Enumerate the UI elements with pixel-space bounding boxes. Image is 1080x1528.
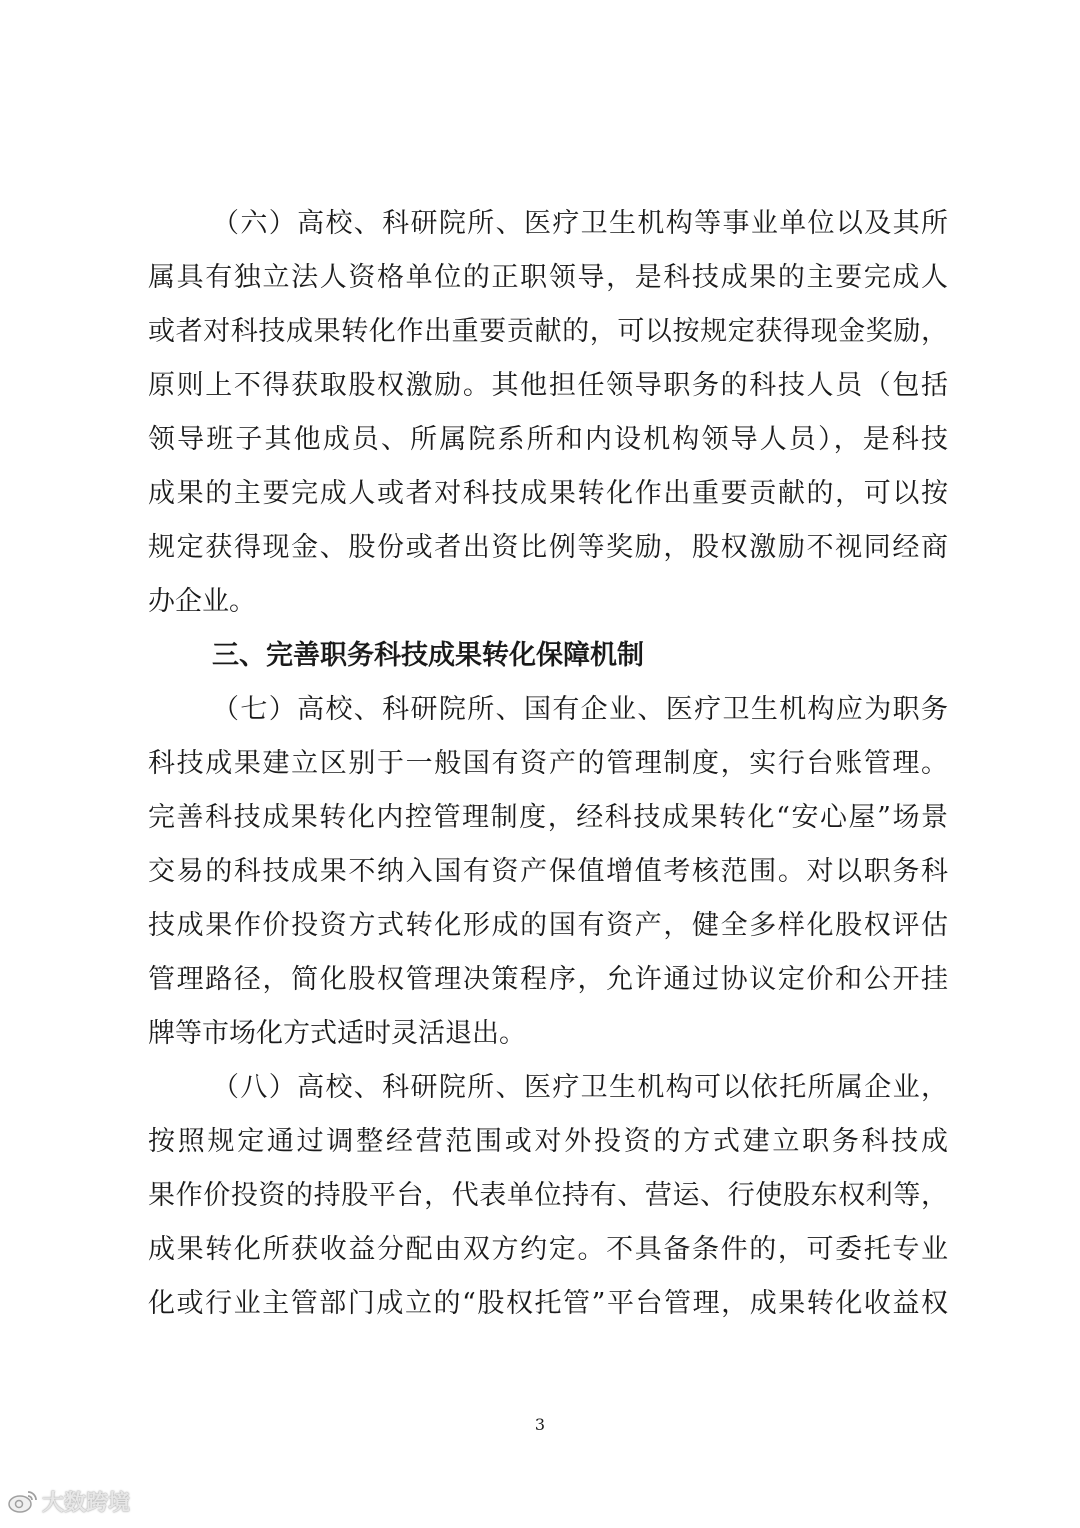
page-number: 3 (534, 1415, 546, 1434)
paragraph-7-line-3: 完善科技成果转化内控管理制度，经科技成果转化“安心屋”场景 (148, 802, 948, 833)
watermark-text: 大数跨境 (42, 1490, 131, 1516)
watermark (8, 1486, 130, 1516)
paragraph-6-line-4: 原则上不得获取股权激励。其他担任领导职务的科技人员（包括 (148, 370, 948, 401)
paragraph-7-line-7: 牌等市场化方式适时灵活退出。 (148, 1018, 526, 1049)
weibo-logo-icon (8, 1488, 38, 1514)
paragraph-6-line-6: 成果的主要完成人或者对科技成果转化作出重要贡献的，可以按 (148, 478, 948, 509)
paragraph-8-line-5: 化或行业主管部门成立的“股权托管”平台管理，成果转化收益权 (148, 1288, 948, 1319)
paragraph-7-line-2: 科技成果建立区别于一般国有资产的管理制度，实行台账管理。 (148, 748, 948, 779)
paragraph-6-line-3: 或者对科技成果转化作出重要贡献的，可以按规定获得现金奖励， (148, 316, 948, 347)
paragraph-6-line-8: 办企业。 (148, 586, 256, 617)
paragraph-6-line-5: 领导班子其他成员、所属院系所和内设机构领导人员），是科技 (148, 424, 948, 455)
paragraph-7-line-5: 技成果作价投资方式转化形成的国有资产，健全多样化股权评估 (148, 910, 948, 941)
paragraph-8-line-2: 按照规定通过调整经营范围或对外投资的方式建立职务科技成 (148, 1126, 948, 1157)
paragraph-8-line-4: 成果转化所获收益分配由双方约定。不具备条件的，可委托专业 (148, 1234, 948, 1265)
paragraph-6-line-2: 属具有独立法人资格单位的正职领导，是科技成果的主要完成人 (148, 262, 948, 293)
paragraph-7-line-6: 管理路径，简化股权管理决策程序，允许通过协议定价和公开挂 (148, 964, 948, 995)
paragraph-7-line-4: 交易的科技成果不纳入国有资产保值增值考核范围。对以职务科 (148, 856, 948, 887)
paragraph-8-line-1: （八）高校、科研院所、医疗卫生机构可以依托所属企业， (212, 1072, 948, 1103)
section-heading: 三、完善职务科技成果转化保障机制 (212, 640, 644, 671)
paragraph-6-line-7: 规定获得现金、股份或者出资比例等奖励，股权激励不视同经商 (148, 532, 948, 563)
paragraph-7-line-1: （七）高校、科研院所、国有企业、医疗卫生机构应为职务 (212, 694, 948, 725)
paragraph-8-line-3: 果作价投资的持股平台，代表单位持有、营运、行使股东权利等， (148, 1180, 948, 1211)
paragraph-6-line-1: （六）高校、科研院所、医疗卫生机构等事业单位以及其所 (212, 208, 948, 239)
